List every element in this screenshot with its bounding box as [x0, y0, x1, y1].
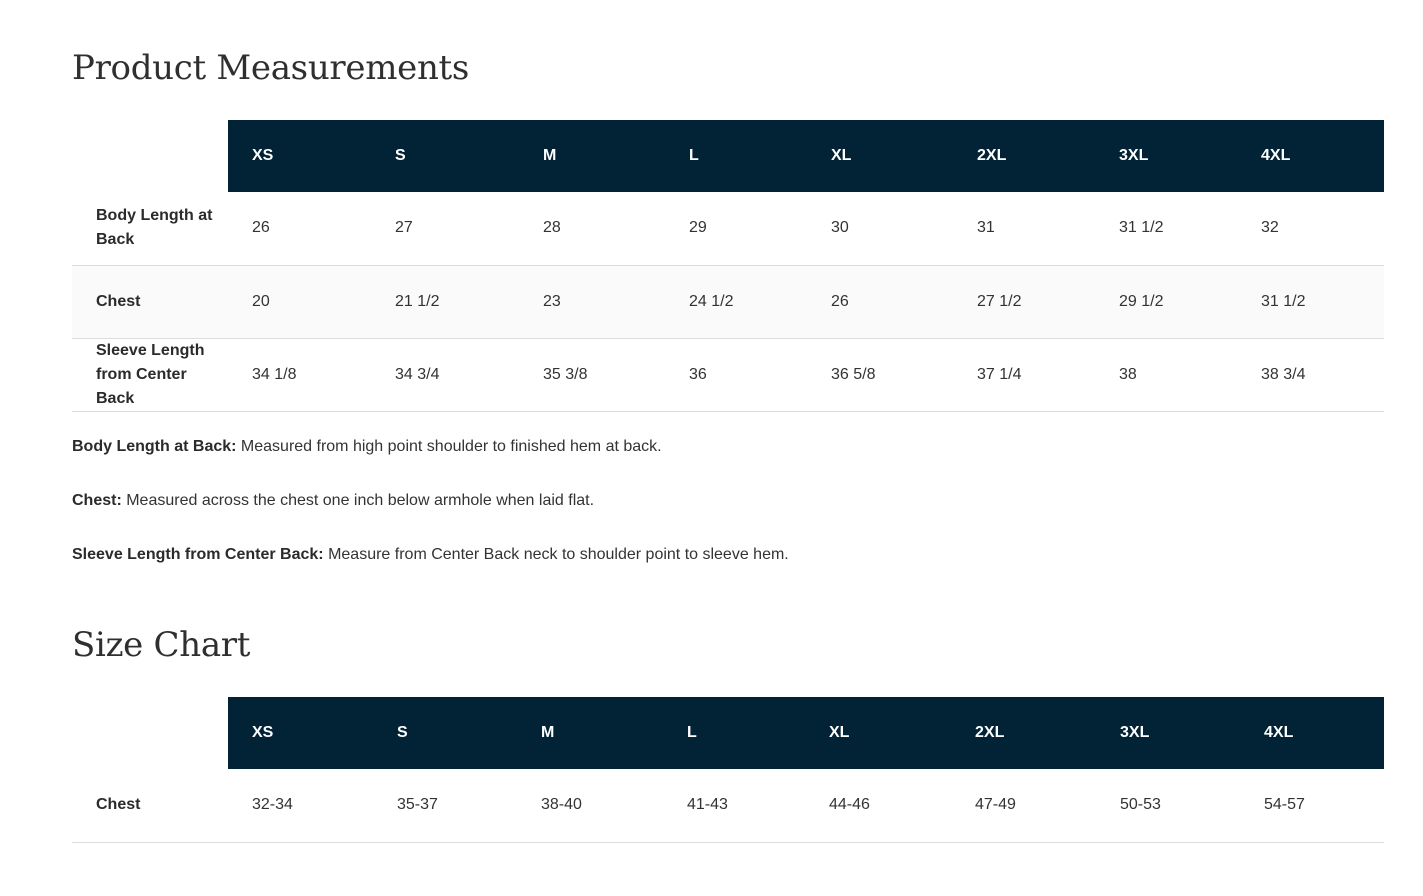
table-cell: 31 1/2 — [1095, 192, 1237, 265]
table-cell: 29 1/2 — [1095, 265, 1237, 338]
table-cell: 37 1/4 — [953, 338, 1095, 411]
table-cell: 38 3/4 — [1237, 338, 1384, 411]
size-header-xl: XL — [807, 120, 953, 192]
table-cell: 26 — [228, 192, 371, 265]
table-cell: 32-34 — [228, 769, 373, 842]
table-cell: 35 3/8 — [519, 338, 665, 411]
size-header-l: L — [663, 697, 805, 769]
size-header-xs: XS — [228, 697, 373, 769]
size-header-3xl: 3XL — [1096, 697, 1240, 769]
table-cell: 50-53 — [1096, 769, 1240, 842]
definition-body-length — [72, 436, 1372, 458]
size-header-l: L — [665, 120, 807, 192]
table-cell: 29 — [665, 192, 807, 265]
size-header-4xl: 4XL — [1237, 120, 1384, 192]
table-cell: 35-37 — [373, 769, 517, 842]
table-cell: 24 1/2 — [665, 265, 807, 338]
table-cell: 30 — [807, 192, 953, 265]
size-header-m: M — [517, 697, 663, 769]
size-header-2xl: 2XL — [953, 120, 1095, 192]
table-row-chest — [72, 265, 1384, 338]
definition-term: Chest: — [72, 492, 122, 509]
table-cell: 34 1/8 — [228, 338, 371, 411]
header-corner-cell — [72, 697, 228, 769]
size-header-xl: XL — [805, 697, 951, 769]
table-cell: 36 5/8 — [807, 338, 953, 411]
size-header-xs: XS — [228, 120, 371, 192]
definition-text: Measured from high point shoulder to finished hem at back. — [236, 438, 662, 455]
size-header-4xl: 4XL — [1240, 697, 1384, 769]
table-cell: 27 1/2 — [953, 265, 1095, 338]
table-cell: 47-49 — [951, 769, 1096, 842]
table-cell: 38 — [1095, 338, 1237, 411]
measurements-header-row — [72, 120, 1384, 192]
table-cell: 23 — [519, 265, 665, 338]
table-cell: 44-46 — [805, 769, 951, 842]
product-measurements-title: Product Measurements — [72, 48, 470, 88]
table-cell: 36 — [665, 338, 807, 411]
size-chart-table — [72, 697, 1384, 843]
definition-sleeve-length — [72, 544, 1372, 566]
table-row-sleeve-length — [72, 338, 1384, 411]
table-cell: 20 — [228, 265, 371, 338]
definition-term: Sleeve Length from Center Back: — [72, 546, 324, 563]
size-header-2xl: 2XL — [951, 697, 1096, 769]
definition-text: Measure from Center Back neck to shoulder point to sleeve hem. — [323, 546, 789, 563]
size-header-3xl: 3XL — [1095, 120, 1237, 192]
measurements-table — [72, 120, 1384, 412]
measurement-definitions — [72, 436, 1372, 598]
size-header-s: S — [373, 697, 517, 769]
size-header-m: M — [519, 120, 665, 192]
table-cell: 31 — [953, 192, 1095, 265]
definition-chest — [72, 490, 1372, 512]
table-cell: 26 — [807, 265, 953, 338]
table-cell: 54-57 — [1240, 769, 1384, 842]
table-cell: 31 1/2 — [1237, 265, 1384, 338]
table-cell: 27 — [371, 192, 519, 265]
row-label-chest: Chest — [72, 265, 228, 338]
table-cell: 34 3/4 — [371, 338, 519, 411]
table-cell: 28 — [519, 192, 665, 265]
header-corner-cell — [72, 120, 228, 192]
row-label-chest: Chest — [72, 769, 228, 842]
table-cell: 38-40 — [517, 769, 663, 842]
table-cell: 41-43 — [663, 769, 805, 842]
table-row-body-length — [72, 192, 1384, 265]
table-row-chest — [72, 769, 1384, 842]
size-chart-title: Size Chart — [72, 625, 251, 665]
size-header-s: S — [371, 120, 519, 192]
row-label-sleeve-length: Sleeve Length from Center Back — [72, 338, 228, 411]
table-cell: 21 1/2 — [371, 265, 519, 338]
row-label-body-length: Body Length at Back — [72, 192, 228, 265]
definition-text: Measured across the chest one inch below armhole when laid flat. — [121, 492, 595, 509]
size-chart-header-row — [72, 697, 1384, 769]
definition-term: Body Length at Back: — [72, 438, 237, 455]
table-cell: 32 — [1237, 192, 1384, 265]
